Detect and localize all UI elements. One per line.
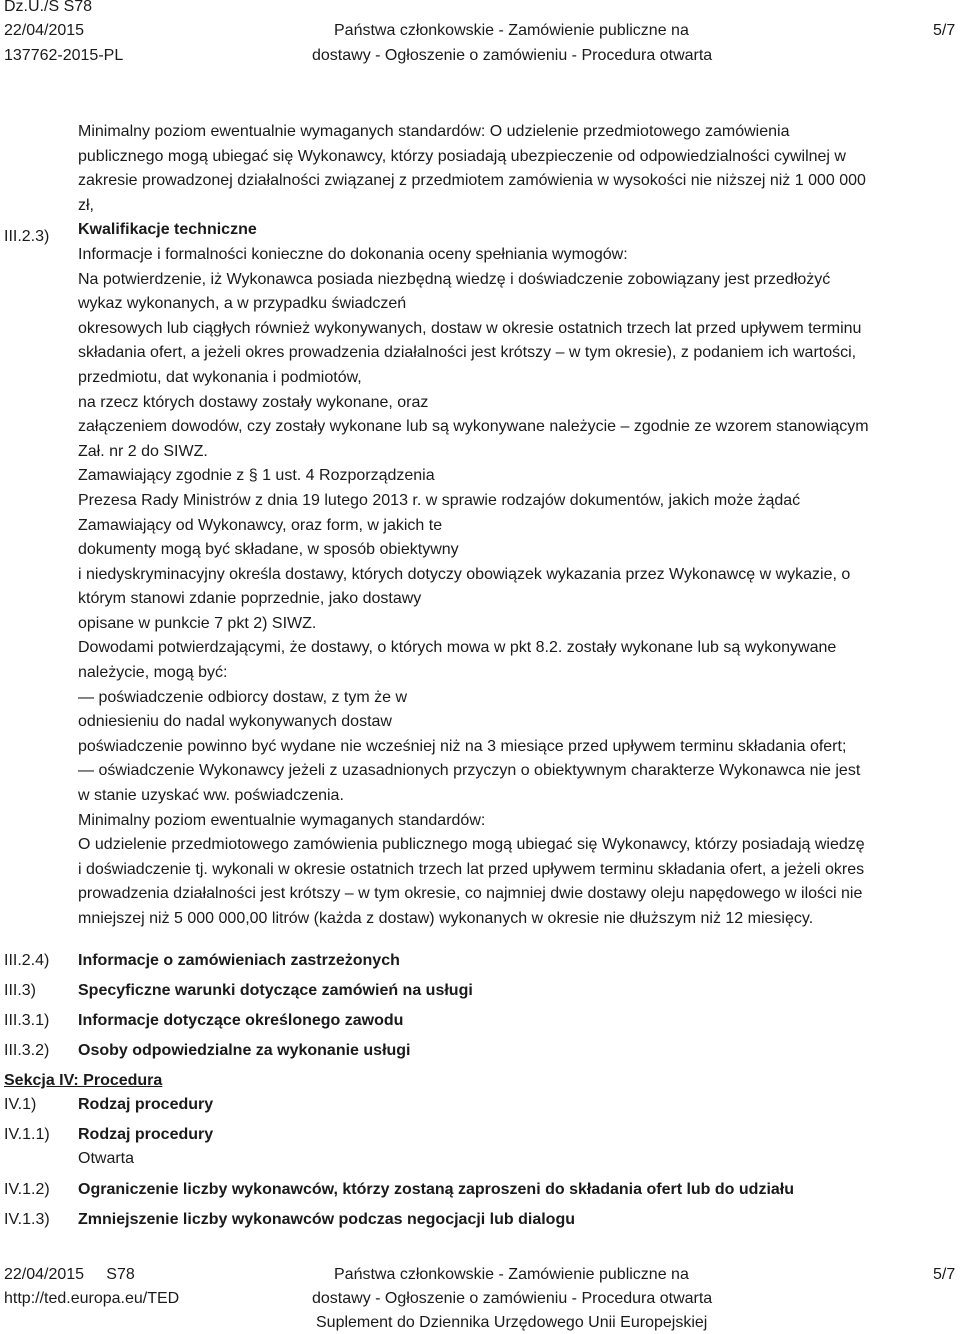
body-line: wykaz wykonanych, a w przypadku świadczeń <box>78 295 407 313</box>
footer-date-issue: 22/04/2015 S78 <box>4 1266 135 1283</box>
section-title-iv-1-2: Ograniczenie liczby wykonawców, którzy zostaną zaproszeni do składania ofert lub do udziału <box>78 1181 794 1198</box>
body-line: Prezesa Rady Ministrów z dnia 19 lutego 2013 r. w sprawie rodzajów dokumentów, jakich może żądać <box>78 491 801 509</box>
section-title-iv-1-1: Rodzaj procedury <box>78 1126 214 1143</box>
body-line: przedmiotu, dat wykonania i podmiotów, <box>78 368 362 386</box>
section-number-iv-1-2: IV.1.2) <box>4 1181 50 1198</box>
section-title-iii-2-4: Informacje o zamówieniach zastrzeżonych <box>78 952 400 969</box>
header-doc-ref: Dz.U./S S78 <box>4 0 93 15</box>
body-line: Kwalifikacje techniczne <box>78 221 257 239</box>
header-date: 22/04/2015 <box>4 22 85 39</box>
section-number-iv-1-3: IV.1.3) <box>4 1211 50 1228</box>
procedure-type-value: Otwarta <box>78 1150 135 1167</box>
footer-supplement: Suplement do Dziennika Urzędowego Unii Europejskiej <box>316 1314 708 1331</box>
section-number-iii-3-2: III.3.2) <box>4 1042 50 1059</box>
header-title-line2: dostawy - Ogłoszenie o zamówieniu - Procedura otwarta <box>312 47 713 64</box>
section-number-iv-1: IV.1) <box>4 1096 37 1113</box>
section-title-iv-1-3: Zmniejszenie liczby wykonawców podczas negocjacji lub dialogu <box>78 1211 575 1228</box>
body-line: publicznego mogą ubiegać się Wykonawcy, którzy posiadają ubezpieczenie od odpowiedzialności cywilnej w <box>78 147 846 165</box>
section-body-text <box>78 120 958 932</box>
body-line: w stanie uzyskać ww. poświadczenia. <box>78 787 344 805</box>
body-line: zł, <box>78 196 94 214</box>
body-line: którym stanowi zdanie poprzednie, jako dostawy <box>78 590 422 608</box>
section-title-iii-3: Specyficzne warunki dotyczące zamówień na usługi <box>78 982 473 999</box>
section-title-iii-3-2: Osoby odpowiedzialne za wykonanie usługi <box>78 1042 411 1059</box>
section-title-iii-3-1: Informacje dotyczące określonego zawodu <box>78 1012 404 1029</box>
body-line: zakresie prowadzonej działalności związanej z przedmiotem zamówienia w wysokości nie niższej niż 1 000 000 <box>78 172 866 190</box>
body-line: składania ofert, a jeżeli okres prowadzenia działalności jest krótszy – w tym okresie), z podaniem ich wartości, <box>78 344 857 362</box>
section-number-iii-3-1: III.3.1) <box>4 1012 50 1029</box>
body-line: Dowodami potwierdzającymi, że dostawy, o których mowa w pkt 8.2. zostały wykonane lub są wykonywane <box>78 639 837 657</box>
section-number-iv-1-1: IV.1.1) <box>4 1126 50 1143</box>
body-line: opisane w punkcie 7 pkt 2) SIWZ. <box>78 614 317 632</box>
header-page-number: 5/7 <box>933 22 956 39</box>
footer-title-line2: dostawy - Ogłoszenie o zamówieniu - Procedura otwarta <box>312 1290 713 1307</box>
body-line: Na potwierdzenie, iż Wykonawca posiada niezbędną wiedzę i doświadczenie zobowiązany jest przedłożyć <box>78 270 831 288</box>
footer-title-line1: Państwa członkowskie - Zamówienie publiczne na <box>334 1266 689 1283</box>
body-line: poświadczenie powinno być wydane nie wcześniej niż na 3 miesiące przed upływem terminu składania ofert; <box>78 737 847 755</box>
body-line: na rzecz których dostawy zostały wykonane, oraz <box>78 393 429 411</box>
section-title-iv-1: Rodzaj procedury <box>78 1096 214 1113</box>
body-line: Minimalny poziom ewentualnie wymaganych standardów: O udzielenie przedmiotowego zamówienia <box>78 123 790 140</box>
body-line: mniejszej niż 5 000 000,00 litrów (każda z dostaw) wykonanych w okresie nie dłuższym niż 12 miesięcy. <box>78 910 814 927</box>
body-line: i niedyskryminacyjny określa dostawy, których dotyczy obowiązek wykazania przez Wykonawcę w wykazie, o <box>78 565 851 583</box>
footer-url[interactable]: http://ted.europa.eu/TED <box>4 1290 180 1307</box>
header-title-line1: Państwa członkowskie - Zamówienie publiczne na <box>334 22 689 39</box>
body-line: Zamawiający od Wykonawcy, oraz form, w jakich te <box>78 516 443 534</box>
section-number-iii-2-4: III.2.4) <box>4 952 50 969</box>
body-line: O udzielenie przedmiotowego zamówienia publicznego mogą ubiegać się Wykonawcy, którzy posiadają wiedzę <box>78 836 865 854</box>
body-line: okresowych lub ciągłych również wykonywanych, dostaw w okresie ostatnich trzech lat przed upływem terminu <box>78 319 862 337</box>
body-line: Minimalny poziom ewentualnie wymaganych standardów: <box>78 811 486 829</box>
body-line: dokumenty mogą być składane, w sposób obiektywny <box>78 541 459 559</box>
section-number-iii-3: III.3) <box>4 982 37 999</box>
body-line: — poświadczenie odbiorcy dostaw, z tym że w <box>78 688 408 706</box>
footer-page-number: 5/7 <box>933 1266 956 1283</box>
body-line: Zał. nr 2 do SIWZ. <box>78 442 208 460</box>
body-line: i doświadczenie tj. wykonali w okresie ostatnich trzech lat przed upływem terminu składania ofert, a jeżeli okres <box>78 860 865 878</box>
body-line: załączeniem dowodów, czy zostały wykonane lub są wykonywane należycie – zgodnie ze wzorem stanowiącym <box>78 418 869 436</box>
section-heading-iv: Sekcja IV: Procedura <box>4 1072 163 1089</box>
body-line: — oświadczenie Wykonawcy jeżeli z uzasadnionych przyczyn o obiektywnym charakterze Wykonawca nie jest <box>78 762 861 780</box>
body-line: Informacje i formalności konieczne do dokonania oceny spełniania wymogów: <box>78 245 628 263</box>
body-line: Zamawiający zgodnie z § 1 ust. 4 Rozporządzenia <box>78 467 435 485</box>
body-line: odniesieniu do nadal wykonywanych dostaw <box>78 713 392 731</box>
section-number-iii-2-3: III.2.3) <box>4 228 50 245</box>
body-line: należycie, mogą być: <box>78 664 228 682</box>
header-notice-id: 137762-2015-PL <box>4 47 124 64</box>
body-line: prowadzenia działalności jest krótszy – w tym okresie, co najmniej dwie dostawy oleju napędowego w ilości nie <box>78 885 863 903</box>
